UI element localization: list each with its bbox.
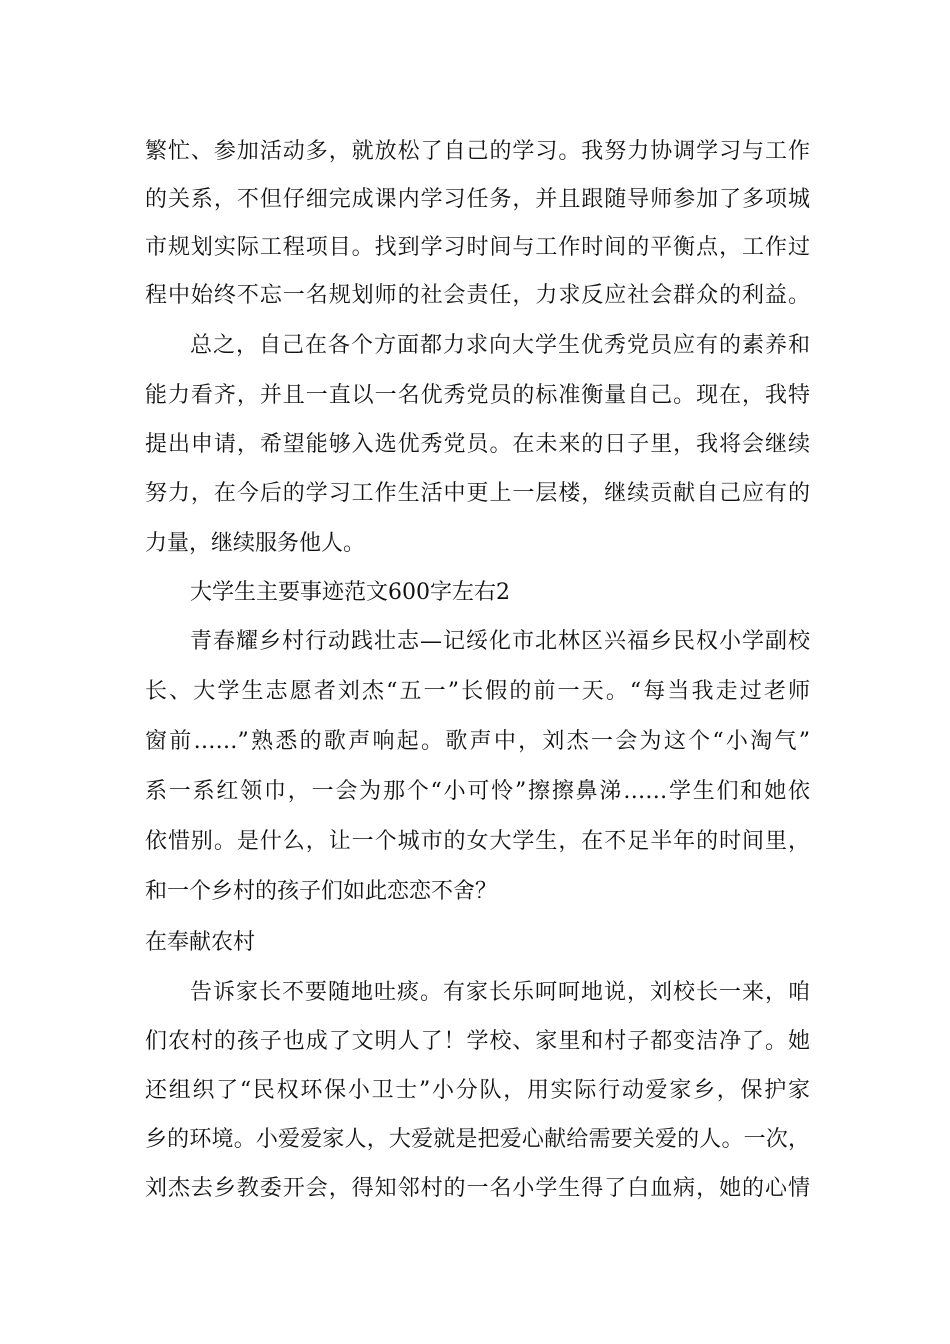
paragraph-line: 窗前……”熟悉的歌声响起。歌声中，刘杰一会为这个“小淘气” [145, 729, 810, 754]
paragraph-line: 市规划实际工程项目。找到学习时间与工作时间的平衡点，工作过 [145, 235, 810, 260]
paragraph-line: 努力，在今后的学习工作生活中更上一层楼，继续贡献自己应有的 [145, 481, 810, 506]
paragraph-line: 的关系，不但仔细完成课内学习任务，并且跟随导师参加了多项城 [145, 187, 810, 212]
paragraph-line: 能力看齐，并且一直以一名优秀党员的标准衡量自己。现在，我特 [145, 383, 810, 408]
section-subheading: 在奉献农村 [145, 930, 256, 955]
section-heading: 大学生主要事迹范文600字左右2 [190, 580, 510, 605]
paragraph-line: 总之，自己在各个方面都力求向大学生优秀党员应有的素养和 [190, 333, 810, 358]
paragraph-line: 刘杰去乡教委开会，得知邻村的一名小学生得了白血病，她的心情 [145, 1176, 810, 1201]
paragraph-line: 力量，继续服务他人。 [145, 531, 366, 556]
paragraph-line: 程中始终不忘一名规划师的社会责任，力求反应社会群众的利益。 [145, 283, 810, 308]
paragraph-line: 们农村的孩子也成了文明人了！学校、家里和村子都变洁净了。她 [145, 1029, 810, 1054]
paragraph-line: 系一系红领巾，一会为那个“小可怜”擦擦鼻涕……学生们和她依 [145, 779, 810, 804]
paragraph-line: 青春耀乡村行动践壮志—记绥化市北林区兴福乡民权小学副校 [190, 629, 810, 654]
paragraph-line: 和一个乡村的孩子们如此恋恋不舍？ [145, 879, 498, 904]
paragraph-line: 长、大学生志愿者刘杰“五一”长假的前一天。“每当我走过老师 [145, 679, 810, 704]
paragraph-line: 繁忙、参加活动多，就放松了自己的学习。我努力协调学习与工作 [145, 139, 810, 164]
paragraph-line: 告诉家长不要随地吐痰。有家长乐呵呵地说，刘校长一来，咱 [190, 980, 810, 1005]
paragraph-line: 依惜别。是什么，让一个城市的女大学生，在不足半年的时间里， [145, 829, 810, 854]
paragraph-line: 乡的环境。小爱爱家人，大爱就是把爱心献给需要关爱的人。一次， [145, 1127, 810, 1152]
paragraph-line: 提出申请，希望能够入选优秀党员。在未来的日子里，我将会继续 [145, 432, 810, 457]
paragraph-line: 还组织了“民权环保小卫士”小分队，用实际行动爱家乡，保护家 [145, 1078, 810, 1103]
